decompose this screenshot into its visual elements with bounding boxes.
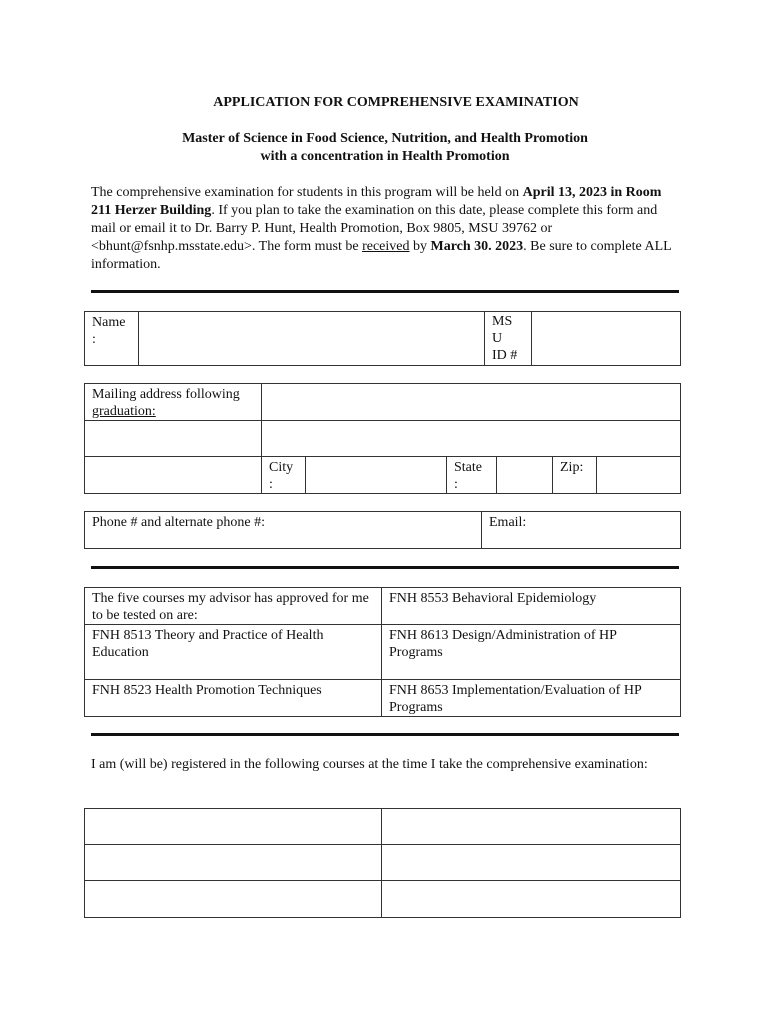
name-label-colon: : — [92, 332, 96, 347]
phone-label: Phone # and alternate phone #: — [92, 515, 266, 530]
mailing-address-line-1[interactable] — [262, 384, 681, 421]
course-3-cell — [382, 625, 681, 680]
course-4: FNH 8523 Health Promotion Techniques — [92, 683, 322, 698]
msu-label-3: ID # — [492, 348, 518, 363]
city-field[interactable] — [306, 457, 447, 494]
mailing-address-line-3[interactable] — [85, 457, 262, 494]
name-label: Name — [92, 315, 126, 330]
divider-3 — [91, 733, 679, 736]
registered-course-field[interactable] — [85, 845, 382, 881]
intro-text-2: . If you plan to take the examination on this date, please complete this form and mail or email it to Dr. Barry P. Hunt, Health Promotion, Box 9805, MSU 39762 or <bhunt@fsnhp.msstate.edu>. The form must be — [91, 203, 658, 254]
registered-course-field[interactable] — [382, 881, 681, 918]
registered-course-field[interactable] — [85, 881, 382, 918]
courses-intro-cell — [85, 588, 382, 625]
name-label-cell — [85, 312, 139, 366]
msu-id-field[interactable] — [532, 312, 681, 366]
divider-2 — [91, 566, 679, 569]
zip-field[interactable] — [597, 457, 681, 494]
intro-text-1: The comprehensive examination for students in this program will be held on — [91, 185, 523, 200]
msu-id-label-cell — [485, 312, 532, 366]
intro-paragraph — [91, 184, 683, 274]
registered-course-field[interactable] — [382, 809, 681, 845]
course-5-cell — [382, 680, 681, 717]
city-label: City — [269, 460, 294, 475]
registered-course-field[interactable] — [382, 845, 681, 881]
registered-course-field[interactable] — [85, 809, 382, 845]
deadline-date: March 30. 2023 — [430, 239, 524, 254]
intro-text-3: by — [409, 239, 431, 254]
mailing-label: Mailing address following — [92, 387, 240, 402]
courses-intro: The five courses my advisor has approved for me to be tested on are: — [92, 591, 369, 623]
zip-label-cell — [553, 457, 597, 494]
state-label: State — [454, 460, 482, 475]
msu-label-2: U — [492, 331, 503, 346]
mailing-label-cell — [85, 384, 262, 421]
intro-text-4: . Be sure to complete ALL information. — [91, 239, 672, 272]
city-label-colon: : — [269, 477, 273, 492]
state-label-cell — [447, 457, 497, 494]
mailing-address-line-2[interactable] — [262, 421, 681, 457]
course-4-cell — [85, 680, 382, 717]
exam-date-location: April 13, 2023 in Room 211 Herzer Building — [91, 185, 662, 218]
email-field[interactable] — [482, 512, 681, 549]
msu-label-1: MS — [492, 314, 513, 329]
state-label-colon: : — [454, 477, 458, 492]
phone-field[interactable] — [85, 512, 482, 549]
address-table — [84, 383, 681, 494]
course-3: FNH 8613 Design/Administration of HP Programs — [389, 628, 617, 660]
subtitle-line-2: with a concentration in Health Promotion — [260, 149, 510, 164]
course-1-cell — [382, 588, 681, 625]
city-label-cell — [262, 457, 306, 494]
divider-1 — [91, 290, 679, 293]
course-1: FNH 8553 Behavioral Epidemiology — [389, 591, 597, 606]
registered-courses-table — [84, 808, 681, 918]
state-field[interactable] — [497, 457, 553, 494]
program-subtitle — [0, 130, 770, 166]
identity-table — [84, 311, 681, 366]
zip-label: Zip: — [560, 460, 584, 475]
received-word: received — [362, 239, 410, 254]
mailing-address-left-blank[interactable] — [85, 421, 262, 457]
course-5: FNH 8653 Implementation/Evaluation of HP Programs — [389, 683, 642, 715]
approved-courses-table — [84, 587, 681, 717]
contact-table — [84, 511, 681, 549]
course-2-cell — [85, 625, 382, 680]
registered-courses-text: I am (will be) registered in the following courses at the time I take the comprehensive examination: — [91, 757, 648, 772]
form-title: APPLICATION FOR COMPREHENSIVE EXAMINATION — [213, 95, 579, 110]
email-label: Email: — [489, 515, 527, 530]
name-field[interactable] — [139, 312, 485, 366]
course-2: FNH 8513 Theory and Practice of Health Education — [92, 628, 324, 660]
subtitle-line-1: Master of Science in Food Science, Nutrition, and Health Promotion — [182, 131, 588, 146]
mailing-label-2: graduation: — [92, 404, 156, 419]
